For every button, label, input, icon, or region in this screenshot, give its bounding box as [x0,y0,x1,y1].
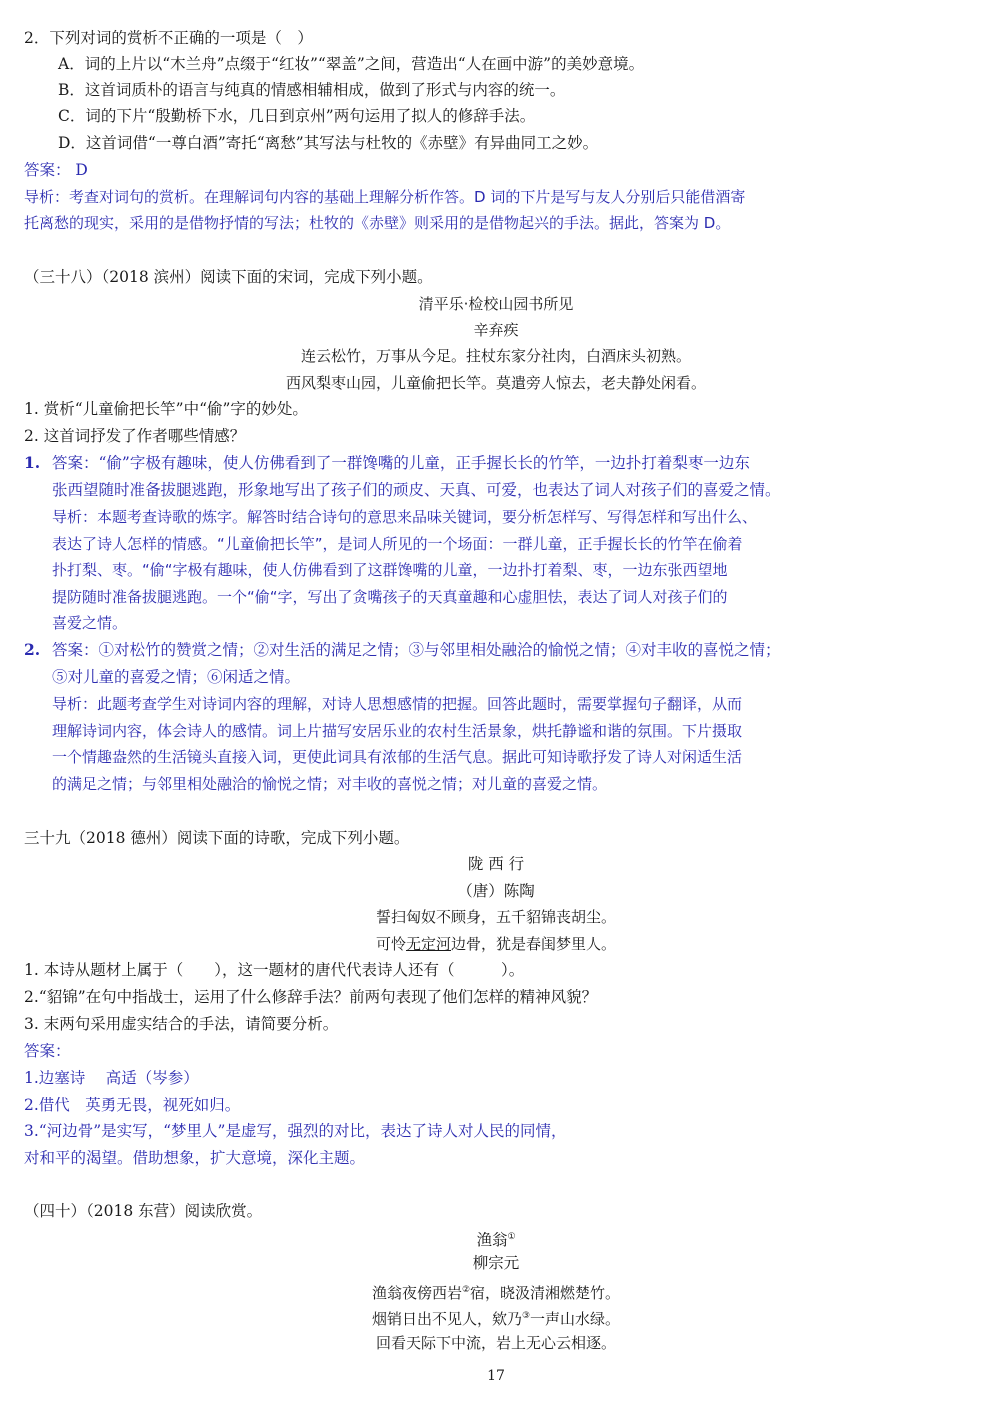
poem-line: 回看天际下中流，岩上无心云相逐。 [375,1334,616,1352]
analysis-line: 的满足之情；与邻里相处融洽的愉悦之情；对丰收的喜悦之情；对儿童的喜爱之情。 [52,775,608,793]
answer-line: 答案：“偷”字极有趣味，使人仿佛看到了一群馋嘴的儿童，正手握长长的竹竿，一边扑打着梨枣一边东 [52,454,750,472]
poem-text: 烟销日出不见人，欸乃 [371,1310,522,1328]
question-2-stem: 2．下列对词的赏析不正确的一项是（ ） [24,29,313,47]
poem-line: 誓扫匈奴不顾身，五千貂锦丧胡尘。 [375,908,616,926]
poem-line: 西风梨枣山园，儿童偷把长竿。莫遣旁人惊去，老夫静处闲看。 [285,374,706,392]
footnote-marker: ③ [521,1311,531,1321]
answer-label: 答案： [24,1042,71,1060]
section-40-header: （四十）（2018 东营）阅读欣赏。 [24,1202,263,1220]
answer-line: ⑤对儿童的喜爱之情；⑥闲适之情。 [52,668,301,686]
question-1: 1. 赏析“儿童偷把长竿”中“偷”字的妙处。 [24,400,308,418]
analysis-line: 导析：此题考查学生对诗词内容的理解，对诗人思想感情的把握。回答此题时，需要掌握句子翻译，从而 [52,695,743,713]
underlined-text: 河 [436,935,452,953]
option-b: B．这首词质朴的语言与纯真的情感相辅相成，做到了形式与内容的统一。 [58,81,566,99]
page-number: 17 [487,1368,505,1384]
option-d: D．这首词借“一尊白酒”寄托“离愁”其写法与杜牧的《赤壁》有异曲同工之妙。 [58,134,599,152]
poem-title [0,1226,992,1251]
answer-line: 对和平的渴望。借助想象，扩大意境，深化主题。 [24,1149,366,1167]
poem-line [0,1305,992,1330]
poem-text: 宿，晓汲清湘燃楚竹。 [470,1284,621,1302]
analysis-line: 托离愁的现实，采用的是借物抒情的写法；杜牧的《赤壁》则采用的是借物起兴的手法。据此，答案为 D。 [24,214,731,232]
answer-line: 答案：①对松竹的赞赏之情；②对生活的满足之情；③与邻里相处融洽的愉悦之情；④对丰收的喜悦之情； [52,641,781,659]
poem-title: 陇 西 行 [467,855,525,873]
analysis-line: 表达了诗人怎样的情感。“儿童偷把长竿”，是词人所见的一个场面：一群儿童，正手握长长的竹竿在偷着 [52,535,743,553]
poem-line: 连云松竹，万事从今足。拄杖东家分社肉，白酒床头初熟。 [300,347,691,365]
answer-number: 2. [24,640,41,659]
section-38-header: （三十八）（2018 滨州）阅读下面的宋词，完成下列小题。 [24,268,433,286]
question-3: 3. 末两句采用虚实结合的手法，请简要分析。 [24,1015,339,1033]
footnote-marker: ② [461,1285,471,1295]
poem-author: 辛弃疾 [473,321,519,339]
question-2: 2. 这首词抒发了作者哪些情感？ [24,427,246,445]
answer-line: 1.边塞诗 高适（岑参） [24,1069,199,1087]
analysis-line: 扑打梨、枣。“偷“字极有趣味，使人仿佛看到了这群馋嘴的儿童，一边扑打着梨、枣，一边东张西望地 [52,561,728,579]
analysis-line: 理解诗词内容，体会诗人的感情。词上片描写安居乐业的农村生活景象，烘托静谧和谐的氛围。下片摄取 [52,722,743,740]
question-2: 2.“貂锦”在句中指战士，运用了什么修辞手法？前两句表现了他们怎样的精神风貌？ [24,988,598,1006]
analysis-line: 喜爱之情。 [52,614,128,632]
answer-line: 3.“河边骨”是实写，“梦里人”是虚写，强烈的对比，表达了诗人对人民的同情， [24,1122,567,1140]
poem-line [0,1279,992,1304]
poem-author: 柳宗元 [472,1254,520,1272]
answer-line: 张西望随时准备拔腿逃跑，形象地写出了孩子们的顽皮、天真、可爱，也表达了词人对孩子们的喜爱之情。 [52,481,781,499]
answer-number: 1. [24,453,41,472]
question-1: 1. 本诗从题材上属于（ ），这一题材的唐代代表诗人还有（ ）。 [24,961,525,979]
answer-line: 2.借代 英勇无畏，视死如归。 [24,1096,241,1114]
underlined-text: 无定 [405,935,436,953]
footnote-marker: ① [507,1232,516,1242]
poem-title-text: 渔翁 [476,1231,508,1250]
poem-text: 渔翁夜傍西岩 [371,1284,462,1302]
poem-line [0,933,992,955]
option-c: C．词的下片“殷勤桥下水，几日到京州”两句运用了拟人的修辞手法。 [58,107,536,125]
poem-text: 一声山水绿。 [530,1310,621,1328]
poem-author: （唐）陈陶 [457,882,535,900]
option-a: A．词的上片以“木兰舟”点缀于“红妆”“翠盖”之间，营造出“人在画中游”的美妙意境。 [58,55,645,73]
poem-text: 边骨，犹是春闺梦里人。 [451,935,617,953]
analysis-line: 导析：考查对词句的赏析。在理解词句内容的基础上理解分析作答。D 词的下片是写与友人分别后只能借酒寄 [24,188,746,206]
poem-text: 可怜 [375,935,406,953]
poem-title: 清平乐·检校山园书所见 [418,295,574,313]
analysis-line: 一个情趣盎然的生活镜头直接入词，更使此词具有浓郁的生活气息。据此可知诗歌抒发了诗人对闲适生活 [52,748,743,766]
analysis-line: 提防随时准备拔腿逃跑。一个“偷“字，写出了贪嘴孩子的天真童趣和心虚胆怯，表达了词人对孩子们的 [52,588,728,606]
answer-label: 答案： D [24,161,88,179]
analysis-line: 导析：本题考查诗歌的炼字。解答时结合诗句的意思来品味关键词，要分析怎样写、写得怎样和写出什么、 [52,508,758,526]
section-39-header: 三十九（2018 德州）阅读下面的诗歌，完成下列小题。 [24,829,410,847]
